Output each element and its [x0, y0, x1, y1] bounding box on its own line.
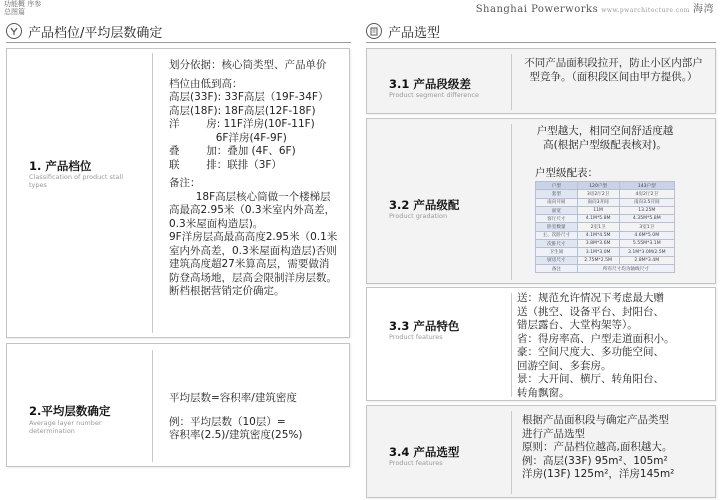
- brand-cn: 海湾: [693, 4, 714, 15]
- table-header-cell: 120户型: [577, 182, 619, 190]
- box33-line: 转角飘窗。: [517, 386, 570, 399]
- table-cell: 南向开间: [536, 198, 578, 206]
- table-header-cell: 143户型: [619, 182, 674, 190]
- box33-line: 省：得房率高、户型走道面积小。: [517, 332, 675, 345]
- gradation-table: [535, 181, 675, 273]
- table-cell: 客厅尺寸: [536, 215, 578, 223]
- top-bar: [0, 0, 720, 18]
- top-left-label: [4, 0, 41, 16]
- box1-basis: 划分依据：核心筒类型、产品单价: [169, 59, 327, 71]
- table-row: [536, 248, 675, 256]
- table-cell: 4.1M*4.5M: [577, 231, 619, 239]
- table-cell: 备注: [536, 264, 578, 272]
- box34-subtitle: Product features: [389, 459, 443, 467]
- table-cell: 面宽: [536, 206, 578, 214]
- box34-line: 洋房(13F) 125m²，洋房145m²: [522, 468, 675, 480]
- brand-name: Shanghai Powerworks: [475, 4, 599, 15]
- table-cell: 套型: [536, 190, 578, 198]
- table-cell: 13.25M: [619, 206, 674, 214]
- box34-line: 根据产品面积段与确定产品类型: [522, 414, 669, 426]
- box32-text: 户型越大，相同空间舒适度越高(根据户型级配表核对)。: [536, 125, 674, 151]
- box1-note-2: 9F洋房层高最高高度2.95米（0.1米室内外高差，0.3米屋面构造层)否则建筑高度超27米算高层，需要做消防登高场地，层高会限制洋房层数。断档根据营销定价确定。: [169, 231, 338, 297]
- table-cell: 厨房尺寸: [536, 256, 578, 264]
- right-section-header: [366, 20, 440, 42]
- table-cell: 卫生间: [536, 248, 578, 256]
- lamp-circle-icon: [6, 23, 22, 39]
- table-cell: 南向3开间: [577, 198, 619, 206]
- box34-line: 例：高层(33F) 95m²、105m²: [522, 454, 668, 467]
- box32-divider: [511, 124, 512, 280]
- box32-subtitle: Product gradation: [389, 212, 448, 220]
- box34-content: [522, 414, 714, 482]
- box33-divider: [511, 293, 512, 397]
- box2-divider: [152, 350, 153, 462]
- box1-levels-3: 洋 房: 11F洋房(10F-11F): [169, 118, 315, 130]
- table-cell: 4.1M*5.8M: [577, 215, 619, 223]
- brand-url: www.pwarchitecture.com: [601, 7, 690, 14]
- box2-formula: 平均层数=容积率/建筑密度: [169, 392, 297, 404]
- box1-levels-6: 联 排：联排（3F）: [169, 158, 282, 171]
- table-cell: 2室1卫: [577, 223, 619, 231]
- table-cell: 4房2厅2卫: [619, 190, 674, 198]
- table-row: [536, 206, 675, 214]
- right-section-title: 产品选型: [388, 25, 441, 41]
- segment-difference-box: [366, 48, 716, 114]
- box33-title: 3.3 产品特色: [389, 319, 460, 333]
- box1-note-label: 备注：: [169, 177, 201, 189]
- table-row: [536, 215, 675, 223]
- average-layer-box: [6, 343, 350, 467]
- table-cell: 4.35M*5.8M: [619, 215, 674, 223]
- box31-subtitle: Product segment difference: [389, 91, 479, 99]
- table-row: [536, 231, 675, 239]
- product-stall-box: [6, 48, 350, 338]
- table-cell: 3.1M*3.0M: [577, 248, 619, 256]
- box1-levels-5: 叠 加：叠加 (4F、6F): [169, 145, 296, 157]
- table-cell: 次卧尺寸: [536, 240, 578, 248]
- product-gradation-box: [366, 118, 716, 284]
- gradation-table-wrap: [535, 181, 675, 273]
- building-circle-icon: [366, 23, 382, 39]
- box33-line: 景：大开间、横厅、转角阳台、: [517, 373, 664, 385]
- box33-line: 送（挑空、设备平台、封阳台、: [517, 305, 664, 318]
- table-row: [536, 240, 675, 248]
- box2-title: 2.平均层数确定: [29, 404, 111, 418]
- box2-example-2: 容积率(2.5)/建筑密度(25%): [169, 429, 303, 441]
- box2-subtitle: Average layer number determination: [29, 419, 102, 435]
- table-cell: 4.6M*5.0M: [619, 231, 674, 239]
- table-cell: 11M: [577, 206, 619, 214]
- box34-divider: [511, 411, 512, 494]
- box1-levels-1: 高层(33F): 33F高层（19F-34F）: [169, 91, 329, 103]
- box1-levels-0: 档位由低到高：: [169, 77, 243, 90]
- box1-levels-2: 高层(18F): 18F高层(12F-18F): [169, 104, 316, 117]
- box1-title: 1. 产品档位: [29, 159, 92, 173]
- top-left-line2: 总图篇: [4, 8, 25, 16]
- box33-line: 错层露台、大堂构架等）。: [517, 319, 638, 331]
- box34-line: 进行产品选型: [522, 427, 585, 440]
- box31-divider: [511, 54, 512, 110]
- left-section-header: [6, 20, 162, 42]
- table-cell: 2.8M*3.4M: [619, 256, 674, 264]
- table-cell: 卧室数量: [536, 223, 578, 231]
- box32-table-caption: 户型级配表：: [535, 167, 598, 179]
- table-row: [536, 223, 675, 231]
- box33-line: 豪：空间尺度大、多功能空间、: [517, 346, 664, 358]
- table-row: [536, 198, 675, 206]
- box33-subtitle: Product features: [389, 333, 443, 341]
- table-cell: 南向3.5开间: [619, 198, 674, 206]
- table-cell: 3室1卫: [619, 223, 674, 231]
- table-cell: 主、次卧尺寸: [536, 231, 578, 239]
- left-section-title: 产品档位/平均层数确定: [28, 25, 163, 41]
- table-cell: 3房2厅2卫: [577, 190, 619, 198]
- box34-title: 3.4 产品选型: [389, 445, 460, 459]
- right-section-rule: [366, 42, 716, 43]
- box1-note-1: 18F高层核心筒做一个楼梯层高最高2.95米（0.3米室内外高差，0.3米屋面构造层)。: [169, 190, 336, 230]
- left-section-rule: [6, 42, 351, 43]
- brand-logo: [476, 0, 714, 15]
- table-cell: 5.55M*3.1M: [619, 240, 674, 248]
- table-cell: 2.75M*2.5M: [577, 256, 619, 264]
- box33-line: 回游空间、多套房。: [517, 359, 612, 372]
- product-selection-box: [366, 405, 716, 498]
- box2-example-1: 例：平均层数（10层）=: [169, 415, 286, 428]
- box1-content: [169, 59, 339, 299]
- box1-subtitle: Classification of product stall types: [29, 173, 124, 189]
- top-left-line1: 功能概 序参: [4, 0, 42, 8]
- table-header-cell: 户型: [536, 182, 578, 190]
- table-cell: 所有尺寸均为轴线尺寸: [577, 264, 674, 272]
- box33-line: 送：规范允许情况下考虑最大赠: [517, 292, 664, 304]
- box33-content: [517, 292, 712, 400]
- box1-levels-4: 6F洋房(4F-9F): [169, 131, 287, 144]
- table-row: [536, 256, 675, 264]
- box2-content: [169, 392, 344, 443]
- box1-divider: [152, 53, 153, 333]
- product-features-box: [366, 287, 716, 401]
- table-cell: 3.1M*3.0M/2.5M: [619, 248, 674, 256]
- table-cell: 3.8M*3.6M: [577, 240, 619, 248]
- box32-title: 3.2 产品级配: [389, 198, 460, 212]
- table-row: [536, 190, 675, 198]
- box31-text: 不同产品面积段拉开，防止小区内部户型竞争。（面积段区间由甲方提供。）: [524, 57, 703, 83]
- box34-line: 原则：产品档位越高,面积越大。: [522, 441, 673, 453]
- table-row: [536, 264, 675, 272]
- box31-title: 3.1 产品段级差: [389, 77, 471, 91]
